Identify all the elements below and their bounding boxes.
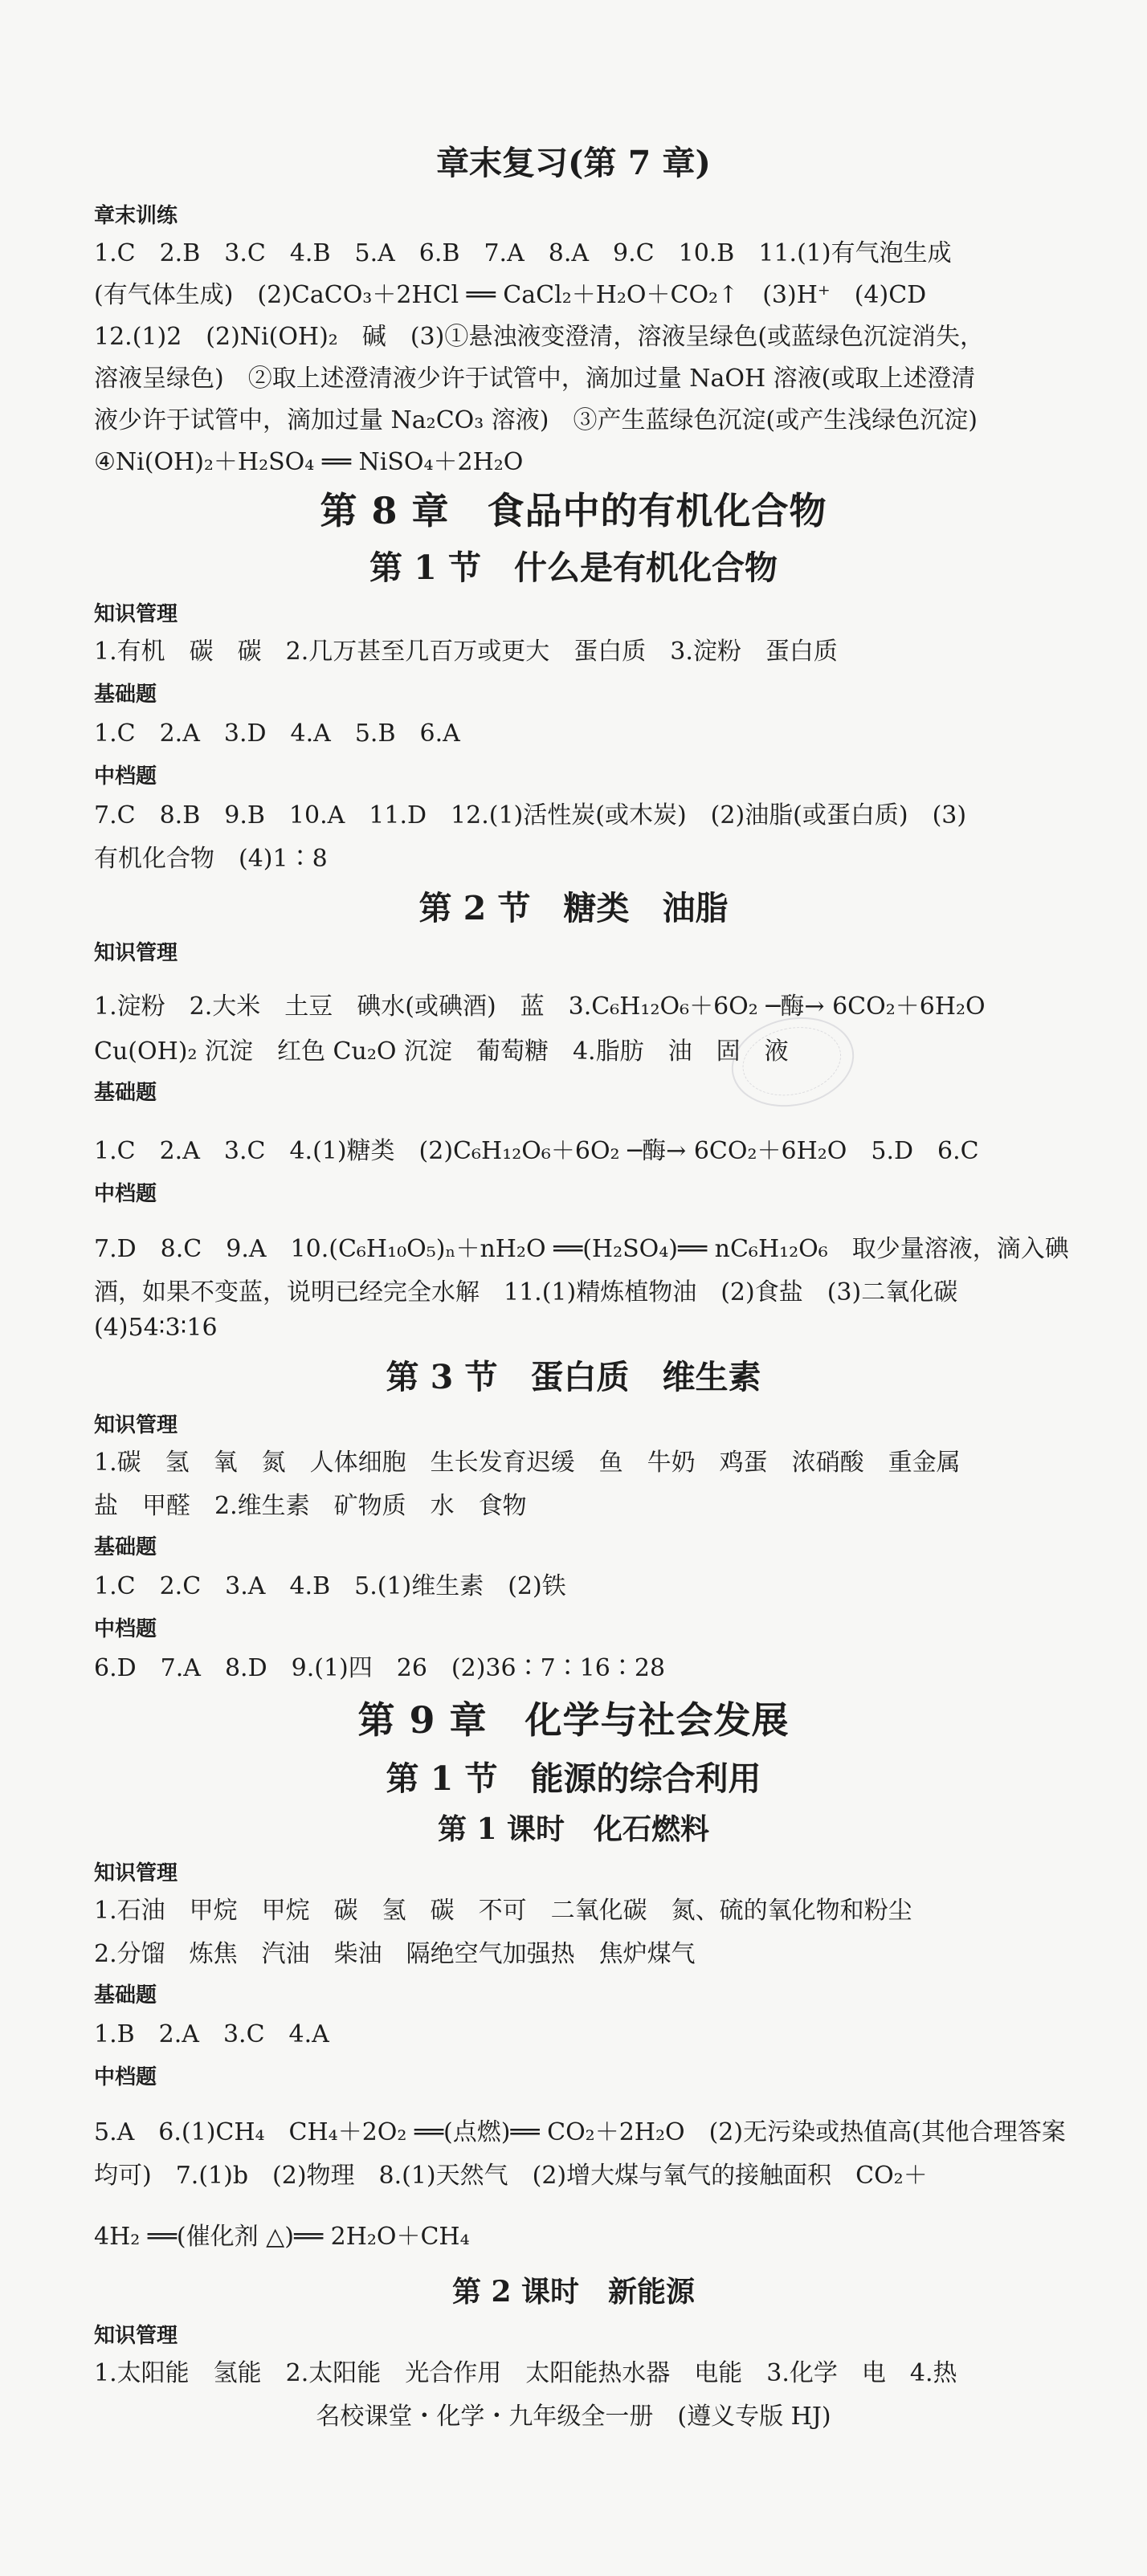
chapter9-heading: 第 9 章 化学与社会发展 (357, 1698, 790, 1742)
answer-line: 2.分馏 炼焦 汽油 柴油 隔绝空气加强热 焦炉煤气 (94, 1940, 696, 1968)
section-label-knowledge: 知识管理 (94, 2324, 178, 2348)
section-label-medium: 中档题 (94, 2065, 157, 2089)
answer-line: 1.C 2.C 3.A 4.B 5.(1)维生素 (2)铁 (94, 1572, 566, 1600)
answer-line: 7.C 8.B 9.B 10.A 11.D 12.(1)活性炭(或木炭) (2)油脂(或蛋白质) (3) (94, 801, 967, 829)
answer-line: 6.D 7.A 8.D 9.(1)四 26 (2)36∶7∶16∶28 (94, 1654, 666, 1682)
section-label-medium: 中档题 (94, 1617, 157, 1641)
section-label-medium: 中档题 (94, 1182, 157, 1206)
answer-line: 1.B 2.A 3.C 4.A (94, 2020, 329, 2048)
answer-line: 均可) 7.(1)b (2)物理 8.(1)天然气 (2)增大煤与氧气的接触面积 CO₂＋ (94, 2162, 928, 2190)
section-label-review-training: 章末训练 (94, 204, 178, 228)
answer-line: (4)54∶3∶16 (94, 1314, 218, 1342)
section-label-basic: 基础题 (94, 1535, 157, 1559)
chapter7-review-heading: 章末复习(第 7 章) (436, 144, 711, 182)
answer-line: 4H₂ ══(催化剂 △)══ 2H₂O＋CH₄ (94, 2223, 470, 2251)
answer-line: 盐 甲醛 2.维生素 矿物质 水 食物 (94, 1492, 527, 1520)
page-footer: 名校课堂・化学・九年级全一册 (遵义专版 HJ) (316, 2403, 831, 2431)
section-label-knowledge: 知识管理 (94, 1861, 178, 1885)
answer-line: ④Ni(OH)₂＋H₂SO₄ ══ NiSO₄＋2H₂O (94, 448, 524, 476)
section-label-knowledge: 知识管理 (94, 941, 178, 965)
answer-line: 1.淀粉 2.大米 土豆 碘水(或碘酒) 蓝 3.C₆H₁₂O₆＋6O₂ ─酶→ 6CO₂＋6H₂O (94, 992, 986, 1021)
answer-line: 1.C 2.B 3.C 4.B 5.A 6.B 7.A 8.A 9.C 10.B 11.(1)有气泡生成 (94, 239, 952, 267)
answer-line: Cu(OH)₂ 沉淀 红色 Cu₂O 沉淀 葡萄糖 4.脂肪 油 固 液 (94, 1037, 789, 1066)
ch9-lesson2-heading: 第 2 课时 新能源 (451, 2275, 696, 2309)
answer-line: 1.石油 甲烷 甲烷 碳 氢 碳 不可 二氧化碳 氮、硫的氧化物和粉尘 (94, 1897, 912, 1925)
ch9-section1-heading: 第 1 节 能源的综合利用 (386, 1759, 761, 1798)
answer-line: 有机化合物 (4)1∶8 (94, 845, 328, 873)
answer-line: 酒，如果不变蓝，说明已经完全水解 11.(1)精炼植物油 (2)食盐 (3)二氧化碳 (94, 1278, 958, 1306)
answer-line: 1.C 2.A 3.C 4.(1)糖类 (2)C₆H₁₂O₆＋6O₂ ─酶→ 6CO₂＋6H₂O 5.D 6.C (94, 1137, 979, 1165)
ch9-lesson1-heading: 第 1 课时 化石燃料 (437, 1812, 710, 1846)
answer-line: 5.A 6.(1)CH₄ CH₄＋2O₂ ══(点燃)══ CO₂＋2H₂O (2)无污染或热值高(其他合理答案 (94, 2118, 1066, 2146)
section-label-medium: 中档题 (94, 764, 157, 789)
watermark-stamp-icon (723, 1006, 862, 1118)
answer-line: (有气体生成) (2)CaCO₃＋2HCl ══ CaCl₂＋H₂O＋CO₂↑ (3)H⁺ (4)CD (94, 281, 927, 309)
answer-line: 1.C 2.A 3.D 4.A 5.B 6.A (94, 719, 460, 748)
answer-line: 1.太阳能 氢能 2.太阳能 光合作用 太阳能热水器 电能 3.化学 电 4.热 (94, 2359, 957, 2387)
answer-line: 12.(1)2 (2)Ni(OH)₂ 碱 (3)①悬浊液变澄清，溶液呈绿色(或蓝绿色沉淀消失， (94, 323, 985, 351)
answer-line: 溶液呈绿色) ②取上述澄清液少许于试管中，滴加过量 NaOH 溶液(或取上述澄清 (94, 365, 976, 393)
section-label-basic: 基础题 (94, 683, 157, 707)
section-label-basic: 基础题 (94, 1081, 157, 1105)
ch8-section2-heading: 第 2 节 糖类 油脂 (418, 889, 729, 927)
answer-line: 1.碳 氢 氧 氮 人体细胞 生长发育迟缓 鱼 牛奶 鸡蛋 浓硝酸 重金属 (94, 1449, 961, 1477)
ch8-section1-heading: 第 1 节 什么是有机化合物 (369, 548, 778, 587)
ch8-section3-heading: 第 3 节 蛋白质 维生素 (386, 1358, 761, 1396)
answer-line: 液少许于试管中，滴加过量 Na₂CO₃ 溶液) ③产生蓝绿色沉淀(或产生浅绿色沉淀) (94, 406, 978, 434)
chapter8-heading: 第 8 章 食品中的有机化合物 (320, 489, 827, 532)
answer-line: 7.D 8.C 9.A 10.(C₆H₁₀O₅)ₙ＋nH₂O ══(H₂SO₄)══ nC₆H₁₂O₆ 取少量溶液，滴入碘 (94, 1235, 1069, 1263)
section-label-knowledge: 知识管理 (94, 1413, 178, 1437)
section-label-knowledge: 知识管理 (94, 602, 178, 626)
answer-line: 1.有机 碳 碳 2.几万甚至几百万或更大 蛋白质 3.淀粉 蛋白质 (94, 638, 838, 666)
section-label-basic: 基础题 (94, 1983, 157, 2007)
